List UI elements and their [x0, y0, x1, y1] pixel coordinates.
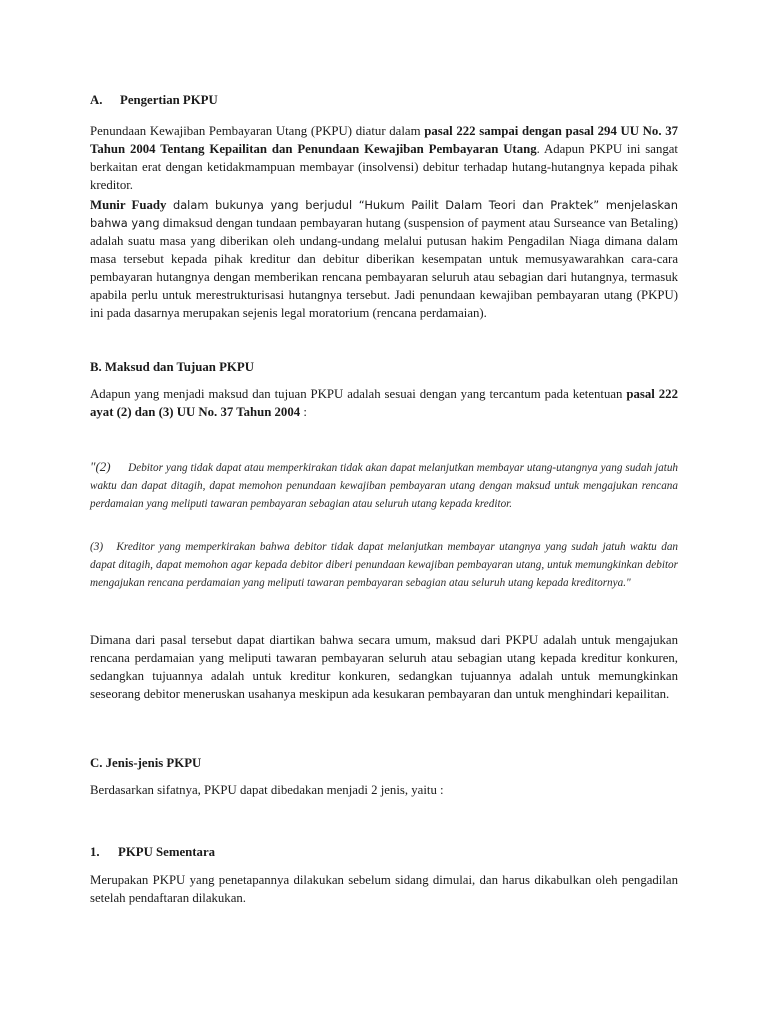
section-c-paragraph-1: Berdasarkan sifatnya, PKPU dapat dibedakan menjadi 2 jenis, yaitu : [90, 783, 444, 797]
p1-text-post: . Adapun PKPU ini sangat berkaitan erat dengan ketidakmampuan membayar (insolvensi) debitur terhadap hutang-hutangnya kepada pihak kreditor. [90, 142, 678, 192]
list-item-1-title: PKPU Sementara [118, 845, 216, 859]
section-a-heading [90, 91, 678, 109]
b-p1-text-post: : [300, 405, 307, 419]
quote-paragraph-3 [90, 538, 678, 592]
section-a-number: A. [90, 93, 103, 107]
section-b-paragraph-2: Dimana dari pasal tersebut dapat diartikan bahwa secara umum, maksud dari PKPU adalah untuk mengajukan rencana perdamaian yang meliputi tawaran pembayaran seluruh atau sebagian utang kepada kreditur konkuren, sedangkan tujuannya adalah untuk kreditur konkuren, sedangkan tujuannya adalah untuk memungkinkan seseorang debitor meneruskan usahanya meskipun ada kesukaran pembayaran dan untuk menghindari kepailitan. [90, 633, 678, 701]
quote-paragraph-2 [90, 458, 678, 513]
section-a-paragraph-2 [90, 196, 678, 322]
quote-2-number: "(2) [90, 459, 111, 474]
section-a-paragraph-1 [90, 122, 678, 194]
quote-2-text: Debitor yang tidak dapat atau memperkirakan tidak akan dapat melanjutkan membayar utang-utangnya yang sudah jatuh waktu dan dapat ditagih, dapat memohon penundaan kewajiban pembayaran utang dengan maksud untuk mengajukan rencana perdamaian yang meliputi tawaran pembayaran sebagian atau seluruh utang kepada kreditor. [90, 462, 679, 510]
list-item-1-text: Merupakan PKPU yang penetapannya dilakukan sebelum sidang dimulai, dan harus dikabulkan oleh pengadilan setelah pendaftaran dilakukan. [90, 873, 678, 905]
p2-text-sans: dalam bukunya yang berjudul “Hukum Pailit Dalam Teori dan Praktek” menjelaskan bahwa yang [90, 198, 678, 230]
p1-law-reference: pasal 222 sampai dengan pasal 294 UU No. 37 Tahun 2004 Tentang Kepailitan dan Penundaan Kewajiban Pembayaran Utang [90, 124, 678, 156]
p2-text-rest: dimaksud dengan tundaan pembayaran hutang (suspension of payment atau Surseance van Betaling) adalah suatu masa yang diberikan oleh undang-undang melalui putusan hakim Pengadilan Niaga dimana dalam masa tersebut kepada pihak kreditur dan debitur diberikan kesempatan untuk memusyawarahkan cara-cara pembayaran hutangnya dengan memberikan rencana pembayaran seluruh atau sebagian dari hutangnya, termasuk apabila perlu untuk merestrukturisasi hutangnya tersebut. Jadi penundaan kewajiban pembayaran utang (PKPU) ini pada dasarnya merupakan sejenis legal moratorium (rencana perdamaian). [90, 216, 678, 320]
author-name: Munir Fuady [90, 198, 167, 212]
section-b-paragraph-1 [90, 385, 678, 421]
list-item-1-number: 1. [90, 845, 100, 859]
b-p1-text-pre: Adapun yang menjadi maksud dan tujuan PKPU adalah sesuai dengan yang tercantum pada ketentuan [90, 387, 627, 401]
section-c-heading: C. Jenis-jenis PKPU [90, 756, 202, 770]
quote-3-number: (3) [90, 541, 104, 553]
quote-3-text: Kreditor yang memperkirakan bahwa debitor tidak dapat melanjutkan membayar utangnya yang sudah jatuh waktu dan dapat ditagih, dapat memohon agar kepada debitor diberi penundaan kewajiban pembayaran utang, untuk memungkinkan debitor mengajukan rencana perdamaian yang meliputi tawaran pembayaran sebagian atau seluruh utang kepada kreditornya." [90, 541, 679, 589]
section-a-title: Pengertian PKPU [120, 93, 218, 107]
section-b-heading: B. Maksud dan Tujuan PKPU [90, 360, 254, 374]
list-item-1-heading [90, 843, 678, 861]
p1-text-pre: Penundaan Kewajiban Pembayaran Utang (PKPU) diatur dalam [90, 124, 425, 138]
b-p1-law-reference: pasal 222 ayat (2) dan (3) UU No. 37 Tahun 2004 [90, 387, 678, 419]
